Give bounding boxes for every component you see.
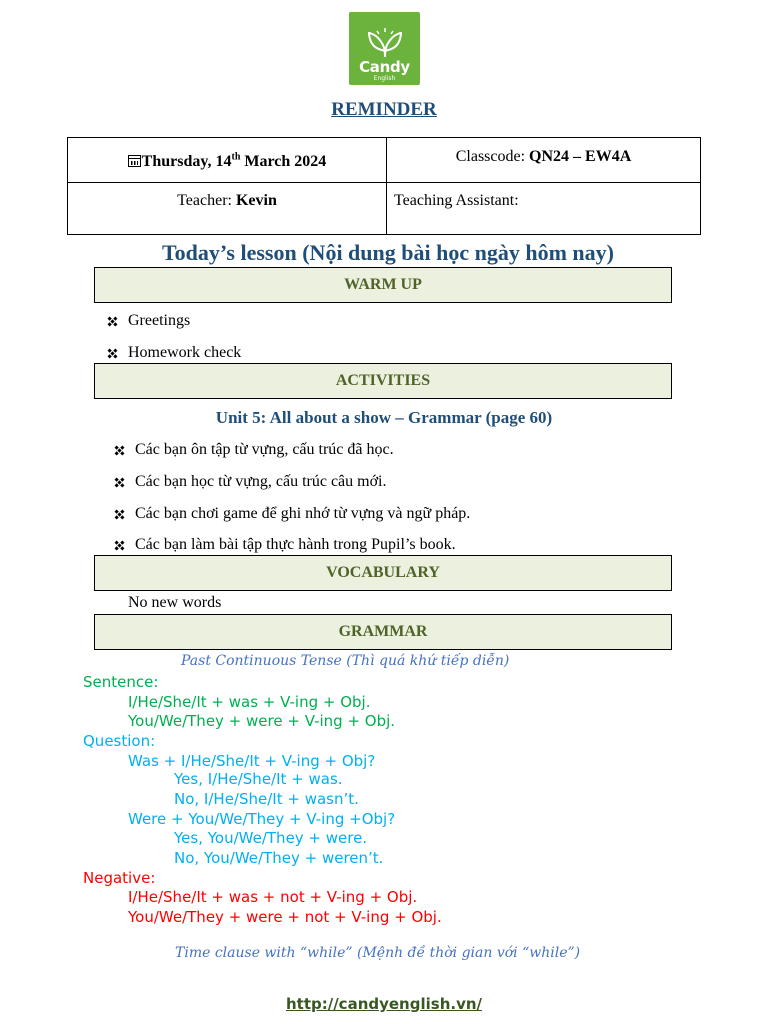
negative-line: I/He/She/It + was + not + V-ing + Obj. xyxy=(128,888,418,906)
logo-brand: Candy xyxy=(359,58,410,76)
warm-up-item-text: Greetings xyxy=(128,312,191,329)
diamond-bullet-icon xyxy=(113,444,126,457)
negative-line: You/We/They + were + not + V-ing + Obj. xyxy=(128,908,442,926)
lesson-title: Today’s lesson (Nội dung bài học ngày hôm nay) xyxy=(162,240,614,265)
diamond-bullet-icon xyxy=(113,476,126,489)
warm-up-heading: WARM UP xyxy=(94,267,672,303)
classcode-label: Classcode: xyxy=(455,148,530,165)
date-weekday: Thursday, 14 xyxy=(141,153,232,171)
negative-label: Negative: xyxy=(83,869,156,887)
activity-item-text: Các bạn ôn tập từ vựng, cấu trúc đã học. xyxy=(135,441,394,458)
classcode-value: QN24 – EW4A xyxy=(529,148,632,165)
grammar-title: Past Continuous Tense (Thì quá khứ tiếp diễn) xyxy=(181,653,510,669)
answer-line: Yes, I/He/She/It + was. xyxy=(174,770,343,788)
warm-up-item xyxy=(106,344,241,362)
question-line: Were + You/We/They + V-ing +Obj? xyxy=(128,810,396,828)
answer-line: Yes, You/We/They + were. xyxy=(174,829,368,847)
date-rest: March 2024 xyxy=(240,153,327,171)
logo-sub: English xyxy=(373,75,396,82)
while-clause-title: Time clause with “while” (Mệnh đề thời gian với “while”) xyxy=(175,945,581,961)
grammar-heading: GRAMMAR xyxy=(94,614,672,650)
activities-heading: ACTIVITIES xyxy=(94,363,672,399)
activity-item-text: Các bạn làm bài tập thực hành trong Pupil’s book. xyxy=(135,536,456,553)
answer-line: No, You/We/They + weren’t. xyxy=(174,849,384,867)
sentence-line: I/He/She/It + was + V-ing + Obj. xyxy=(128,693,371,711)
calendar-icon xyxy=(128,155,141,167)
date-suffix: th xyxy=(231,152,241,163)
activity-item xyxy=(113,536,456,554)
vocabulary-heading: VOCABULARY xyxy=(94,555,672,591)
diamond-bullet-icon xyxy=(113,508,126,521)
warm-up-item xyxy=(106,312,190,330)
class-info-table xyxy=(67,137,701,235)
classcode-cell xyxy=(387,138,701,183)
website-link[interactable]: http://candyenglish.vn/ xyxy=(285,995,483,1013)
vocabulary-text: No new words xyxy=(128,594,222,611)
question-label: Question: xyxy=(83,732,156,750)
diamond-bullet-icon xyxy=(106,347,119,360)
activity-item-text: Các bạn học từ vựng, cấu trúc câu mới. xyxy=(135,473,387,490)
activity-item xyxy=(113,505,470,523)
diamond-bullet-icon xyxy=(106,315,119,328)
sentence-label: Sentence: xyxy=(83,673,159,691)
question-line: Was + I/He/She/It + V-ing + Obj? xyxy=(128,752,376,770)
warm-up-item-text: Homework check xyxy=(128,344,242,361)
reminder-title: REMINDER xyxy=(331,99,437,120)
teaching-assistant-label: Teaching Assistant: xyxy=(394,192,519,210)
activity-item xyxy=(113,473,387,491)
teacher-value: Kevin xyxy=(235,192,277,210)
teacher-cell xyxy=(68,183,387,235)
teacher-label: Teacher: xyxy=(177,192,236,210)
answer-line: No, I/He/She/It + wasn’t. xyxy=(174,790,359,808)
unit-title: Unit 5: All about a show – Grammar (page 60) xyxy=(215,408,553,427)
date-cell xyxy=(68,138,387,183)
activity-item xyxy=(113,441,394,459)
activity-item-text: Các bạn chơi game để ghi nhớ từ vựng và ngữ pháp. xyxy=(135,505,471,522)
sentence-line: You/We/They + were + V-ing + Obj. xyxy=(128,712,396,730)
teaching-assistant-cell xyxy=(387,183,701,235)
leaf-icon xyxy=(365,27,405,59)
diamond-bullet-icon xyxy=(113,539,126,552)
candy-english-logo xyxy=(349,12,420,85)
